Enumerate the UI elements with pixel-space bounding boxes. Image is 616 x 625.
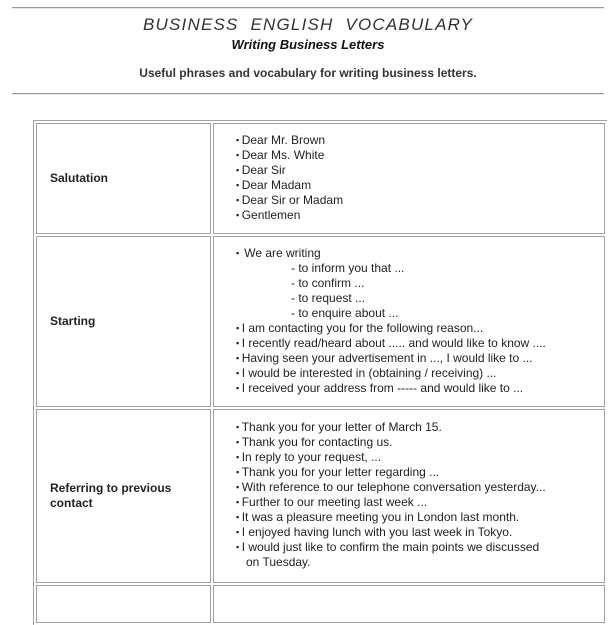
list-item: ▪ I received your address from ----- and would like to ... [236,381,600,396]
list-item: ▪ Thank you for contacting us. [236,435,600,450]
page-title: BUSINESS ENGLISH VOCABULARY [142,15,474,34]
list-item: ▪ Dear Ms. White [236,148,600,163]
table-row [36,123,605,234]
list-item: ▪ I enjoyed having lunch with you last week in Tokyo. [236,525,600,540]
list-item: ▪ We are writing [236,246,600,261]
list-item: ▪ Gentlemen [236,208,600,223]
row-label-referring: Referring to previous contact [36,409,211,583]
list-item: ▪ It was a pleasure meeting you in London last month. [236,510,600,525]
vocabulary-table [33,120,607,625]
list-item: ▪ I recently read/heard about ..... and would like to know .... [236,336,600,351]
row-label-starting: Starting [36,236,211,407]
table-row [36,585,605,623]
list-item: ▪ Further to our meeting last week ... [236,495,600,510]
sub-list-item: - to enquire about ... [236,306,600,321]
list-item: ▪ Dear Madam [236,178,600,193]
row-label-salutation: Salutation [36,123,211,234]
sub-list-item: - to confirm ... [236,276,600,291]
header-divider [12,93,604,95]
list-item-continuation: on Tuesday. [246,555,311,569]
list-item: ▪ I would just like to confirm the main points we discussed [236,540,600,555]
list-item: ▪ I would be interested in (obtaining / receiving) ... [236,366,600,381]
table-row [36,236,605,407]
top-divider [12,7,604,9]
list-item: ▪ Dear Sir or Madam [236,193,600,208]
list-item: ▪ Dear Sir [236,163,600,178]
row-label-empty [36,585,211,623]
phrase-cell-salutation [213,123,605,234]
list-item: ▪ With reference to our telephone conversation yesterday... [236,480,600,495]
phrase-cell-referring [213,409,605,583]
list-item: ▪ In reply to your request, ... [236,450,600,465]
sub-list-item: - to request ... [236,291,600,306]
list-item: ▪ Thank you for your letter regarding ... [236,465,600,480]
phrase-cell-empty [213,585,605,623]
list-item: ▪ Dear Mr. Brown [236,133,600,148]
table-row [36,409,605,583]
page-subtitle: Writing Business Letters [231,37,385,52]
list-item: ▪ I am contacting you for the following reason... [236,321,600,336]
list-item: ▪ Thank you for your letter of March 15. [236,420,600,435]
phrase-cell-starting [213,236,605,407]
list-item: ▪ Having seen your advertisement in ..., I would like to ... [236,351,600,366]
intro-text: Useful phrases and vocabulary for writing business letters. [139,66,477,80]
sub-list-item: - to inform you that ... [236,261,600,276]
